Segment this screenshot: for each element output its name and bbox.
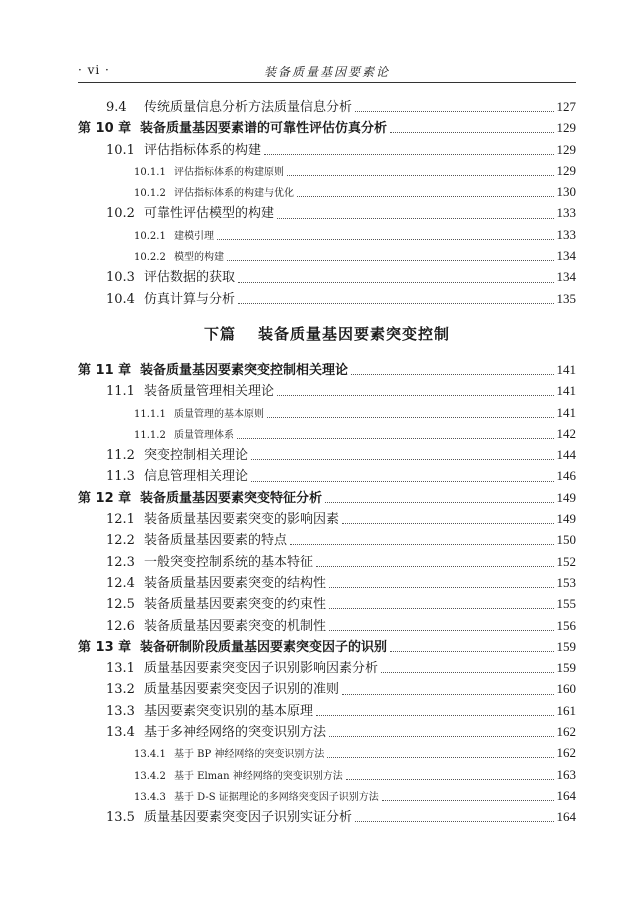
entry-title: 模型的构建 bbox=[174, 252, 224, 264]
entry-page: 133 bbox=[556, 226, 576, 242]
toc-section-entry bbox=[78, 721, 576, 742]
entry-page: 134 bbox=[556, 248, 576, 264]
entry-number: 第 10 章 bbox=[78, 121, 132, 137]
entry-title: 评估指标体系的构建 bbox=[144, 142, 262, 158]
dot-leader bbox=[329, 630, 553, 631]
dot-leader bbox=[251, 481, 553, 482]
dot-leader bbox=[382, 800, 554, 801]
entry-number: 13.2 bbox=[106, 682, 135, 698]
toc-section-entry bbox=[78, 139, 576, 160]
entry-page: 162 bbox=[556, 745, 576, 761]
entry-number: 12.1 bbox=[106, 512, 135, 528]
entry-title: 评估指标体系的构建与优化 bbox=[174, 188, 294, 200]
dot-leader bbox=[390, 132, 553, 133]
entry-title: 建模引理 bbox=[174, 230, 214, 242]
toc-subsection-entry bbox=[78, 785, 576, 806]
entry-page: 129 bbox=[556, 162, 576, 178]
dot-leader bbox=[351, 374, 553, 375]
dot-leader bbox=[355, 821, 553, 822]
entry-title: 装备质量管理相关理论 bbox=[144, 384, 275, 400]
page-number-label: · vi · bbox=[78, 63, 110, 77]
toc-section-entry bbox=[78, 288, 576, 309]
toc-upper-part bbox=[78, 96, 576, 309]
entry-page: 156 bbox=[556, 617, 576, 633]
dot-leader bbox=[238, 303, 553, 304]
entry-title: 装备质量基因要素突变特征分析 bbox=[140, 490, 323, 506]
dot-leader bbox=[355, 111, 553, 112]
entry-page: 159 bbox=[556, 660, 576, 676]
toc-section-entry bbox=[78, 615, 576, 636]
dot-leader bbox=[277, 395, 553, 396]
toc-section-entry bbox=[78, 444, 576, 465]
toc-section-entry bbox=[78, 508, 576, 529]
entry-title: 装备质量基因要素突变的影响因素 bbox=[144, 512, 340, 528]
entry-title: 装备质量基因要素谱的可靠性评估仿真分析 bbox=[140, 121, 388, 137]
entry-title: 传统质量信息分析方法质量信息分析 bbox=[144, 100, 353, 115]
entry-title: 可靠性评估模型的构建 bbox=[144, 206, 275, 222]
entry-number: 13.4 bbox=[106, 725, 135, 741]
entry-page: 160 bbox=[556, 681, 576, 697]
entry-page: 133 bbox=[556, 205, 576, 221]
dot-leader bbox=[390, 651, 553, 652]
entry-page: 152 bbox=[556, 553, 576, 569]
entry-page: 153 bbox=[556, 574, 576, 590]
dot-leader bbox=[227, 260, 554, 261]
entry-page: 161 bbox=[556, 702, 576, 718]
dot-leader bbox=[290, 544, 553, 545]
toc-subsection-entry bbox=[78, 160, 576, 181]
entry-page: 150 bbox=[556, 532, 576, 548]
entry-title: 质量管理体系 bbox=[174, 429, 234, 441]
dot-leader bbox=[237, 438, 554, 439]
entry-number: 13.4.2 bbox=[134, 770, 166, 782]
toc-section-entry bbox=[78, 551, 576, 572]
entry-title: 装备质量基因要素突变的约束性 bbox=[144, 597, 327, 613]
toc-subsection-entry bbox=[78, 402, 576, 423]
entry-number: 10.4 bbox=[106, 291, 135, 307]
dot-leader bbox=[217, 239, 554, 240]
toc-chapter-entry bbox=[78, 487, 576, 508]
running-header bbox=[78, 60, 576, 83]
entry-title: 一般突变控制系统的基本特征 bbox=[144, 554, 314, 570]
toc-section-entry bbox=[78, 465, 576, 486]
toc-section-entry bbox=[78, 700, 576, 721]
toc-section-entry bbox=[78, 380, 576, 401]
dot-leader bbox=[316, 566, 553, 567]
entry-page: 159 bbox=[556, 638, 576, 654]
toc-subsection-entry bbox=[78, 245, 576, 266]
entry-number: 11.1.2 bbox=[134, 429, 166, 441]
dot-leader bbox=[342, 694, 553, 695]
dot-leader bbox=[238, 282, 553, 283]
dot-leader bbox=[316, 715, 553, 716]
toc-chapter-entry bbox=[78, 359, 576, 380]
entry-number: 10.1.2 bbox=[134, 188, 166, 200]
dot-leader bbox=[327, 757, 553, 758]
entry-page: 127 bbox=[556, 99, 576, 114]
entry-page: 141 bbox=[556, 361, 576, 377]
toc-section-entry bbox=[78, 678, 576, 699]
entry-number: 11.3 bbox=[106, 469, 135, 485]
entry-title: 突变控制相关理论 bbox=[144, 448, 249, 464]
entry-title: 评估数据的获取 bbox=[144, 270, 236, 286]
dot-leader bbox=[325, 502, 553, 503]
entry-page: 129 bbox=[556, 120, 576, 136]
toc-section-entry bbox=[78, 657, 576, 678]
entry-number: 12.2 bbox=[106, 533, 135, 549]
entry-page: 130 bbox=[556, 184, 576, 200]
toc-lower-part bbox=[78, 359, 576, 828]
entry-page: 164 bbox=[556, 809, 576, 825]
dot-leader bbox=[329, 587, 553, 588]
entry-title: 仿真计算与分析 bbox=[144, 291, 236, 307]
dot-leader bbox=[264, 154, 553, 155]
entry-page: 149 bbox=[556, 489, 576, 505]
toc-subsection-entry bbox=[78, 742, 576, 763]
entry-title: 质量管理的基本原则 bbox=[174, 408, 264, 420]
dot-leader bbox=[346, 779, 554, 780]
toc-subsection-entry bbox=[78, 224, 576, 245]
toc-subsection-entry bbox=[78, 764, 576, 785]
entry-number: 10.2.1 bbox=[134, 230, 166, 242]
toc-section-entry bbox=[78, 96, 576, 117]
toc-chapter-entry bbox=[78, 636, 576, 657]
dot-leader bbox=[267, 417, 554, 418]
entry-number: 9.4 bbox=[106, 100, 127, 115]
entry-title: 质量基因要素突变因子识别影响因素分析 bbox=[144, 661, 379, 677]
entry-number: 10.1.1 bbox=[134, 166, 166, 178]
entry-number: 11.1 bbox=[106, 384, 135, 400]
entry-number: 13.4.3 bbox=[134, 791, 166, 803]
toc-section-entry bbox=[78, 529, 576, 550]
entry-page: 164 bbox=[556, 787, 576, 803]
entry-page: 141 bbox=[556, 404, 576, 420]
toc-subsection-entry bbox=[78, 423, 576, 444]
entry-number: 12.3 bbox=[106, 554, 135, 570]
table-of-contents bbox=[78, 96, 576, 828]
entry-number: 第 13 章 bbox=[78, 639, 132, 655]
entry-number: 第 11 章 bbox=[78, 362, 132, 378]
entry-title: 装备质量基因要素突变的结构性 bbox=[144, 575, 327, 591]
toc-section-entry bbox=[78, 266, 576, 287]
entry-number: 10.1 bbox=[106, 142, 135, 158]
entry-number: 12.4 bbox=[106, 575, 135, 591]
entry-page: 142 bbox=[556, 425, 576, 441]
entry-page: 144 bbox=[556, 447, 576, 463]
entry-page: 134 bbox=[556, 269, 576, 285]
entry-title: 基于 D-S 证据理论的多网络突变因子识别方法 bbox=[174, 791, 379, 803]
entry-number: 11.2 bbox=[106, 448, 135, 464]
entry-title: 装备质量基因要素突变控制相关理论 bbox=[140, 362, 349, 378]
entry-title: 质量基因要素突变因子识别的准则 bbox=[144, 682, 340, 698]
dot-leader bbox=[329, 608, 553, 609]
entry-number: 13.5 bbox=[106, 810, 135, 826]
entry-number: 13.1 bbox=[106, 661, 135, 677]
entry-page: 162 bbox=[556, 724, 576, 740]
entry-title: 装备质量基因要素的特点 bbox=[144, 533, 288, 549]
toc-section-entry bbox=[78, 572, 576, 593]
entry-title: 基于多神经网络的突变识别方法 bbox=[144, 725, 327, 741]
toc-section-entry bbox=[78, 202, 576, 223]
dot-leader bbox=[251, 459, 553, 460]
entry-title: 装备质量基因要素突变的机制性 bbox=[144, 618, 327, 634]
entry-number: 10.2 bbox=[106, 206, 135, 222]
part-label: 下篇 bbox=[203, 324, 236, 343]
part-heading bbox=[78, 309, 576, 359]
dot-leader bbox=[342, 523, 553, 524]
entry-title: 基于 BP 神经网络的突变识别方法 bbox=[174, 749, 325, 761]
entry-title: 基因要素突变识别的基本原理 bbox=[144, 703, 314, 719]
entry-page: 155 bbox=[556, 596, 576, 612]
entry-page: 141 bbox=[556, 383, 576, 399]
dot-leader bbox=[277, 218, 553, 219]
entry-title: 评估指标体系的构建原则 bbox=[174, 166, 284, 178]
toc-section-entry bbox=[78, 593, 576, 614]
dot-leader bbox=[297, 196, 554, 197]
entry-number: 10.3 bbox=[106, 270, 135, 286]
toc-chapter-entry bbox=[78, 117, 576, 138]
entry-number: 13.3 bbox=[106, 703, 135, 719]
entry-page: 135 bbox=[556, 290, 576, 306]
entry-number: 10.2.2 bbox=[134, 252, 166, 264]
entry-number: 12.5 bbox=[106, 597, 135, 613]
entry-page: 129 bbox=[556, 141, 576, 157]
book-title: 装备质量基因要素论 bbox=[263, 65, 390, 79]
entry-title: 基于 Elman 神经网络的突变识别方法 bbox=[174, 770, 343, 782]
entry-page: 163 bbox=[556, 766, 576, 782]
entry-title: 信息管理相关理论 bbox=[144, 469, 249, 485]
entry-number: 12.6 bbox=[106, 618, 135, 634]
dot-leader bbox=[329, 736, 553, 737]
entry-title: 装备研制阶段质量基因要素突变因子的识别 bbox=[140, 639, 388, 655]
entry-number: 第 12 章 bbox=[78, 490, 132, 506]
entry-number: 13.4.1 bbox=[134, 749, 166, 761]
entry-number: 11.1.1 bbox=[134, 408, 166, 420]
part-title: 装备质量基因要素突变控制 bbox=[258, 324, 451, 343]
dot-leader bbox=[381, 672, 553, 673]
toc-section-entry bbox=[78, 806, 576, 827]
dot-leader bbox=[287, 175, 554, 176]
entry-page: 146 bbox=[556, 468, 576, 484]
entry-page: 149 bbox=[556, 511, 576, 527]
entry-title: 质量基因要素突变因子识别实证分析 bbox=[144, 810, 353, 826]
toc-subsection-entry bbox=[78, 181, 576, 202]
